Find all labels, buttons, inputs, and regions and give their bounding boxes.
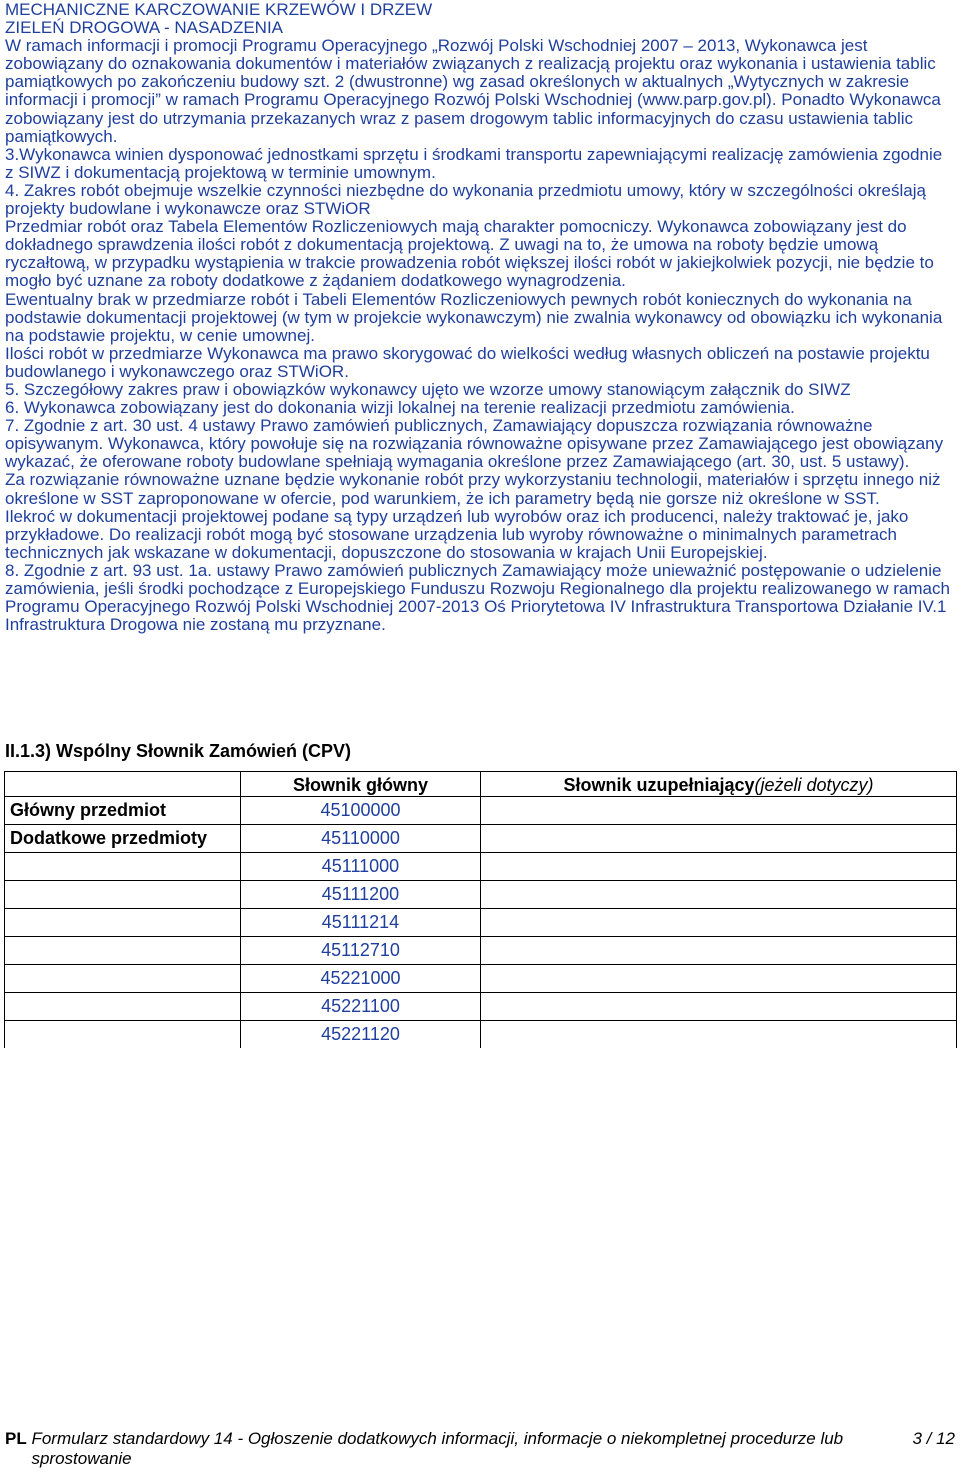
empty-label-cell [5, 881, 241, 909]
table-row [5, 825, 957, 853]
paragraph-promotion: W ramach informacji i promocji Programu Operacyjnego „Rozwój Polski Wschodniej 2007 – 2013, Wykonawca jest zobowiązany do oznakowania dokumentów i materiałów związanych z realizacją projektu oraz wykonania i ustawienia tablic pamiątkowych po zakończeniu budowy szt. 2 (dwustronne) wg zasad określonych w aktualnych „Wytycznych w zakresie informacji i promocji” w ramach Programu Operacyjnego Rozwój Polski Wschodniej (www.parp.gov.pl). Ponadto Wykonawca zobowiązany jest do utrzymania przekazanych wraz z pasem drogowym tablic informacyjnych do czasu ustawienia tablic pamiątkowych. [5, 36, 941, 146]
table-row [5, 1021, 957, 1049]
main-object-label: Główny przedmiot [5, 797, 241, 825]
additional-code: 45111214 [241, 909, 481, 937]
paragraph-6: 6. Wykonawca zobowiązany jest do dokonania wizji lokalnej na terenie realizacji przedmiotu zamówienia. [5, 398, 795, 418]
supp-cell [481, 881, 957, 909]
header-supp-label: Słownik uzupełniający [563, 775, 755, 795]
supp-cell [481, 993, 957, 1021]
supp-cell [481, 937, 957, 965]
additional-objects-label: Dodatkowe przedmioty [5, 825, 241, 853]
footer-language: PL [5, 1429, 27, 1448]
page-footer [5, 1429, 955, 1469]
header-empty-cell [5, 772, 241, 797]
table-row [5, 965, 957, 993]
supp-cell [481, 1021, 957, 1049]
notice-body [5, 1, 953, 634]
paragraph-ewentualny: Ewentualny brak w przedmiarze robót i Tabeli Elementów Rozliczeniowych pewnych robót koniecznych do wykonania na podstawie dokumentacji projektowej (w tym w projekcie wykonawczym) nie zwalnia wykonawcy od obowiązku ich wykonania na podstawie projektu, w cenie umownej. [5, 289, 943, 345]
additional-code: 45111000 [241, 853, 481, 881]
paragraph-3: 3.Wykonawca winien dysponować jednostkami sprzętu i środkami transportu zapewniającymi realizację zamówienia zgodnie z SIWZ i dokumentacją projektową w terminie umownym. [5, 144, 943, 182]
table-header-row [5, 772, 957, 797]
paragraph-8: 8. Zgodnie z art. 93 ust. 1a. ustawy Prawo zamówień publicznych Zamawiający może unieważnić postępowanie o udzielenie zamówienia, jeśli środki pochodzące z Europejskiego Funduszu Rozwoju Regionalnego dla projektu realizowanego w ramach Programu Operacyjnego Rozwój Polski Wschodniej 2007-2013 Oś Priorytetowa IV Infrastruktura Transportowa Działanie IV.1 Infrastruktura Drogowa nie zostaną mu przyznane. [5, 560, 950, 635]
cpv-table [4, 771, 957, 1048]
paragraph-ilekroc: Ilekroć w dokumentacji projektowej podane są typy urządzeń lub wyrobów oraz ich producenci, należy traktować je, jako przykładowe. Do realizacji robót mogą być stosowane urządzenia lub wyroby równoważne o minimalnych parametrach technicznych jak wskazane w dokumentacji, dopuszczone do stosowania w krajach Unii Europejskiej. [5, 506, 909, 562]
paragraph-title-1: MECHANICZNE KARCZOWANIE KRZEWÓW I DRZEW [5, 0, 433, 19]
table-row [5, 993, 957, 1021]
supp-cell [481, 965, 957, 993]
footer-form-title: Formularz standardowy 14 - Ogłoszenie dodatkowych informacji, informacje o niekompletnej procedurze lub sprostowanie [31, 1429, 844, 1468]
supp-cell [481, 797, 957, 825]
empty-label-cell [5, 1021, 241, 1049]
paragraph-rownowazne: Za rozwiązanie równoważne uznane będzie wykonanie robót przy wykorzystaniu technologii, materiałów i sprzętu innego niż określone w SST zaproponowane w ofercie, pod warunkiem, że ich parametry będą nie gorsze niż określone w SST. [5, 470, 941, 508]
footer-page-number: 3 / 12 [912, 1429, 955, 1448]
table-row [5, 881, 957, 909]
header-supplementary-dictionary [481, 772, 957, 797]
table-row [5, 853, 957, 881]
header-supp-note: (jeżeli dotyczy) [754, 775, 874, 795]
paragraph-title-2: ZIELEŃ DROGOWA - NASADZENIA [5, 18, 284, 38]
paragraph-przedmiar: Przedmiar robót oraz Tabela Elementów Rozliczeniowych mają charakter pomocniczy. Wykonawca zobowiązany jest do dokładnego sprawdzenia ilości robót z dokumentacją projektową. Z uwagi na to, że umowa na roboty będzie umową ryczałtową, w przypadku wystąpienia w trakcie prowadzenia robót większej ilości robót w jakiejkolwiek pozycji, nie będzie to mogło być uznane za roboty dodatkowe z żądaniem dodatkowego wynagrodzenia. [5, 217, 934, 291]
empty-label-cell [5, 993, 241, 1021]
table-row [5, 909, 957, 937]
paragraph-4: 4. Zakres robót obejmuje wszelkie czynności niezbędne do wykonania przedmiotu umowy, który w szczególności określają projekty budowlane i wykonawcze oraz STWiOR [5, 180, 926, 219]
supp-cell [481, 825, 957, 853]
main-code: 45100000 [241, 797, 481, 825]
supp-cell [481, 853, 957, 881]
header-main-dictionary: Słownik główny [241, 772, 481, 797]
additional-code: 45221100 [241, 993, 481, 1021]
empty-label-cell [5, 853, 241, 881]
supp-cell [481, 909, 957, 937]
empty-label-cell [5, 965, 241, 993]
table-row [5, 797, 957, 825]
additional-code: 45111200 [241, 881, 481, 909]
paragraph-ilosci: Ilości robót w przedmiarze Wykonawca ma prawo skorygować do wielkości według własnych obliczeń na postawie projektu budowlanego i wykonawczego oraz STWiOR. [5, 343, 930, 381]
additional-code: 45221000 [241, 965, 481, 993]
additional-code: 45110000 [241, 825, 481, 853]
paragraph-7: 7. Zgodnie z art. 30 ust. 4 ustawy Prawo zamówień publicznych, Zamawiający dopuszcza rozwiązania równoważne opisywanym. Wykonawca, który powołuje się na rozwiązania równoważne opisywane przez Zamawiającego jest obowiązany wykazać, że oferowane roboty budowlane spełniają wymagania określone przez Zamawiającego (art. 30, ust. 5 ustawy). [5, 416, 944, 472]
empty-label-cell [5, 937, 241, 965]
section-heading: II.1.3) Wspólny Słownik Zamówień (CPV) [5, 741, 352, 761]
empty-label-cell [5, 909, 241, 937]
additional-code: 45221120 [241, 1021, 481, 1049]
additional-code: 45112710 [241, 937, 481, 965]
table-row [5, 937, 957, 965]
paragraph-5: 5. Szczegółowy zakres praw i obowiązków wykonawcy ujęto we wzorze umowy stanowiącym załącznik do SIWZ [5, 379, 851, 399]
